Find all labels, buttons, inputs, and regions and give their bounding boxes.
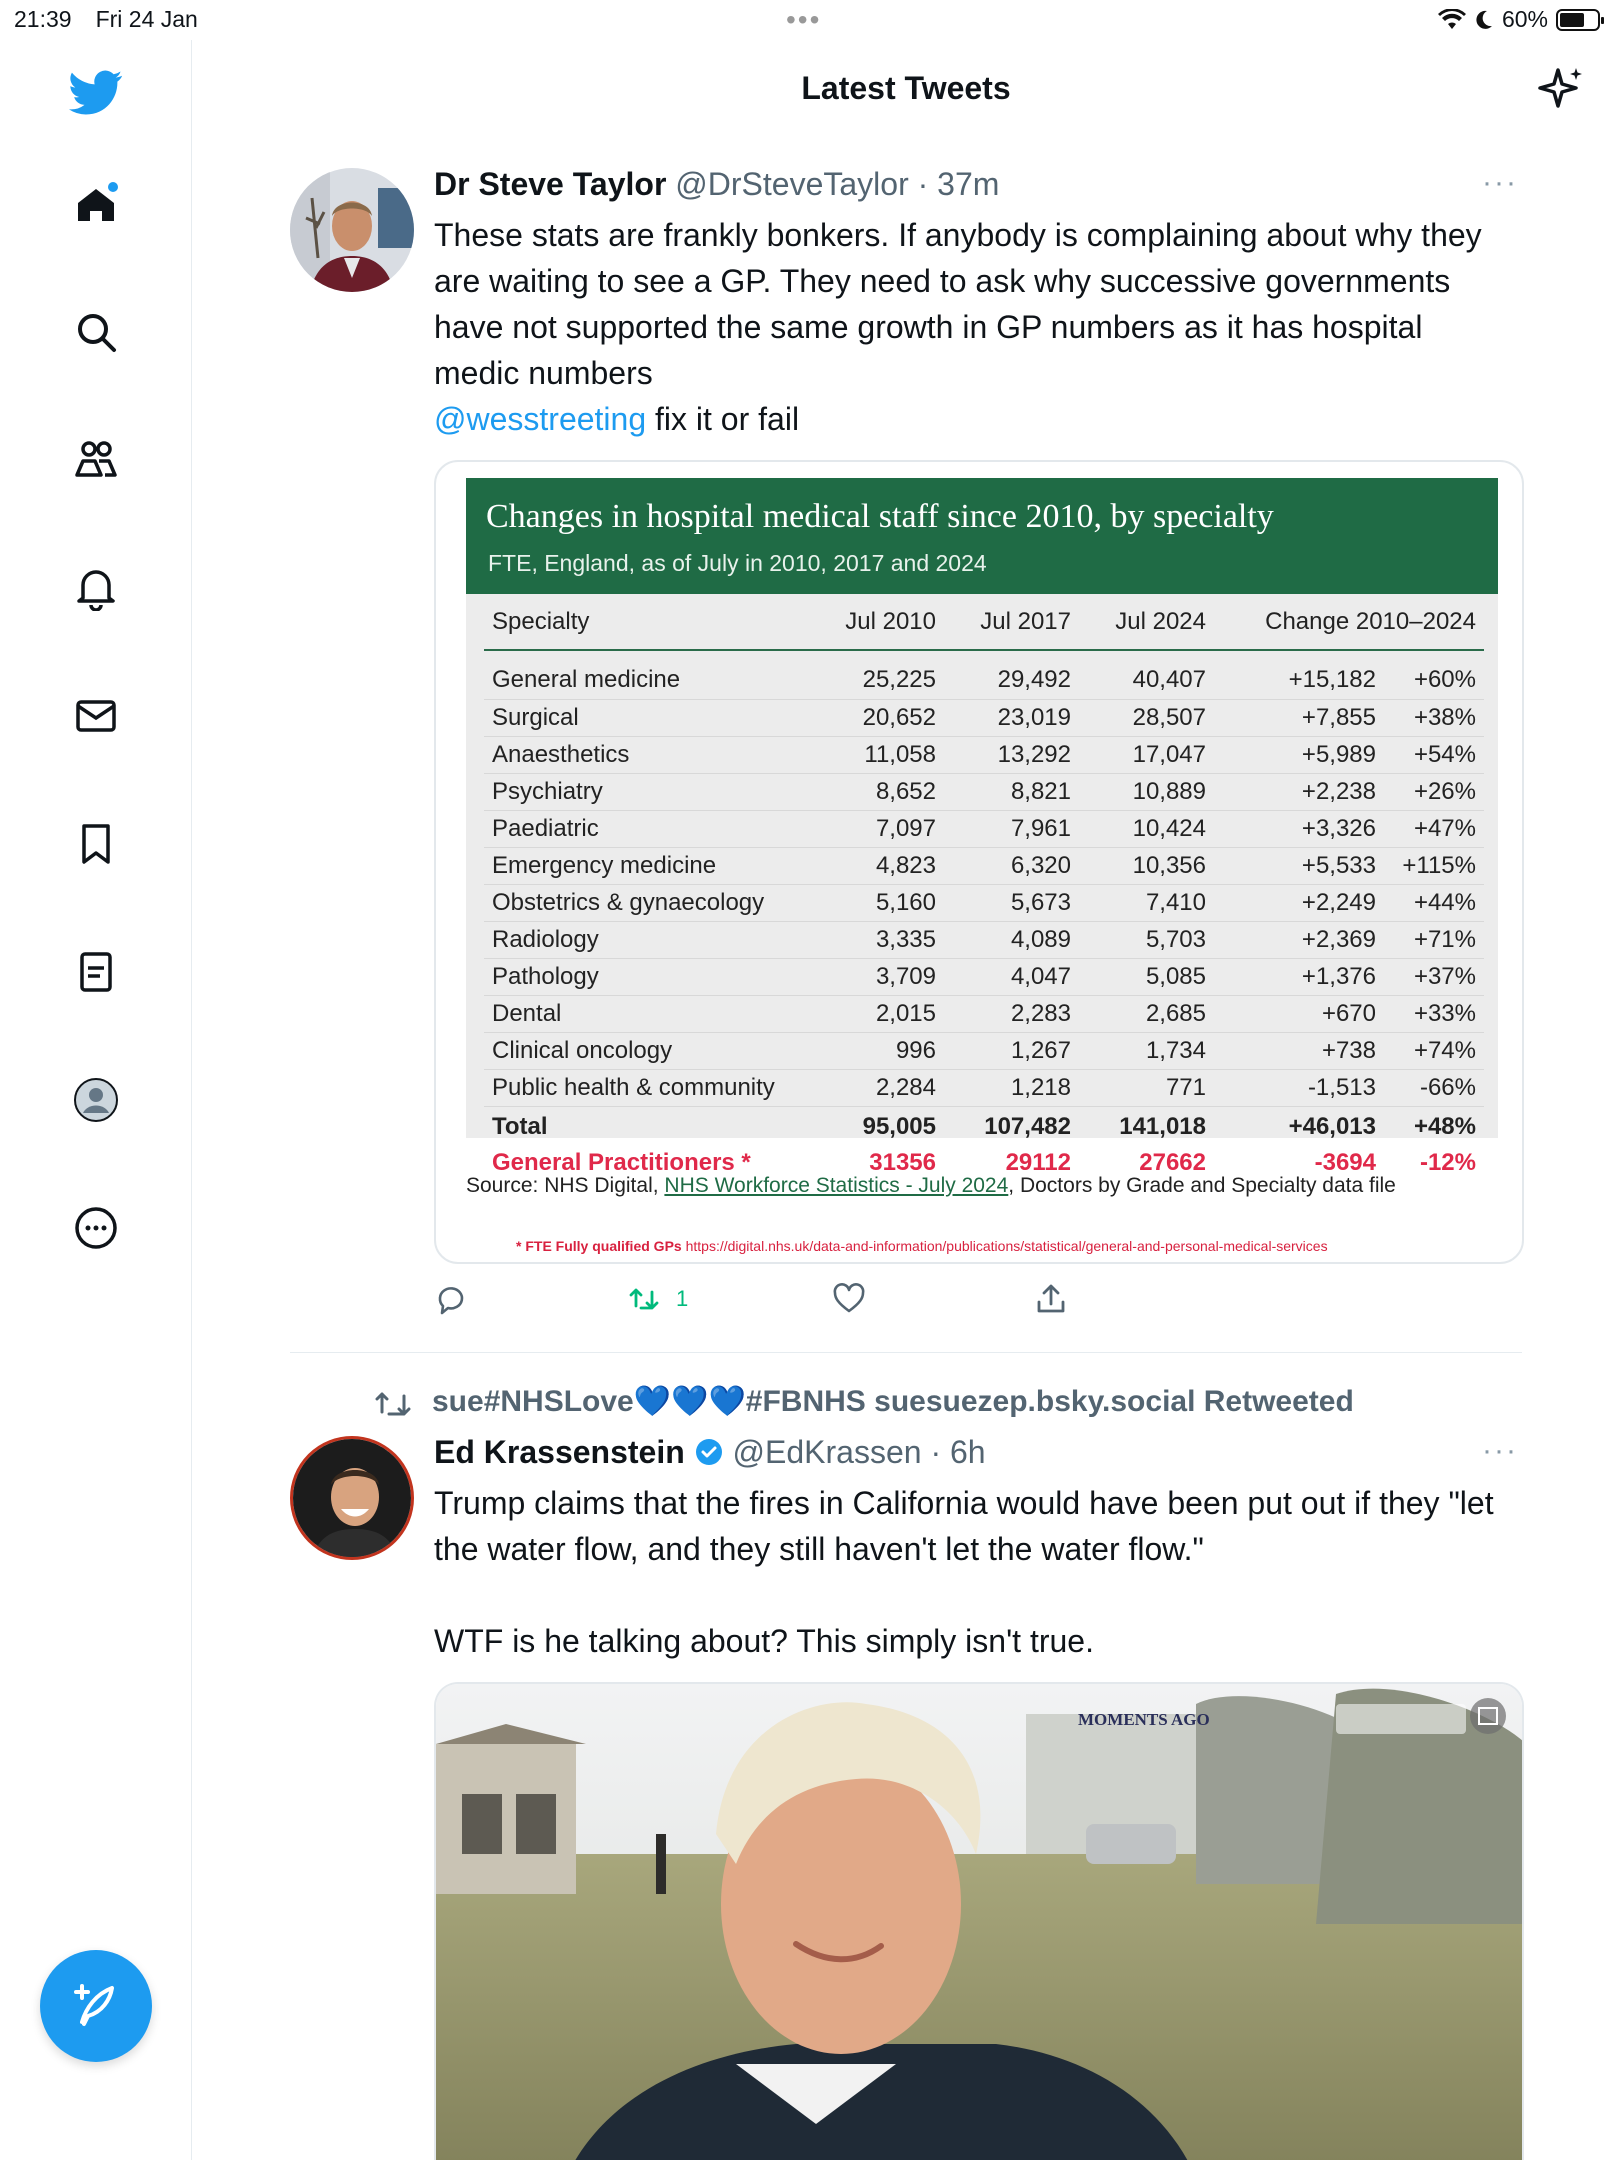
home-icon[interactable] <box>66 174 126 234</box>
avatar[interactable] <box>290 168 414 292</box>
table-cell: +74% <box>1384 1032 1484 1069</box>
table-cell: 5,673 <box>944 884 1079 921</box>
table-cell: -3694 <box>1314 1149 1376 1176</box>
table-cell: +37% <box>1384 958 1484 995</box>
table-cell: -66% <box>1384 1069 1484 1106</box>
table-cell: +54% <box>1384 736 1484 773</box>
image-table-area <box>466 594 1498 1176</box>
source-link: NHS Workforce Statistics - July 2024 <box>664 1174 1009 1197</box>
row-label: Anaesthetics <box>484 736 814 773</box>
table-cell: 996 <box>814 1032 944 1069</box>
more-options-icon[interactable]: ··· <box>1482 1434 1518 1467</box>
table-cell: 771 <box>1079 1069 1214 1106</box>
table-row <box>484 995 1484 1032</box>
row-label: General medicine <box>484 662 814 699</box>
table-cell: 3,335 <box>814 921 944 958</box>
wifi-icon <box>1438 9 1466 31</box>
tweet-text <box>434 1480 1514 1664</box>
total-row <box>484 1106 1484 1148</box>
table-cell: 10,424 <box>1079 810 1214 847</box>
table-cell: +2,238 <box>1214 773 1384 810</box>
table-cell: 2,283 <box>944 995 1079 1032</box>
table-cell: 107,482 <box>984 1113 1071 1141</box>
handle[interactable]: @DrSteveTaylor <box>675 166 909 202</box>
table-cell: 95,005 <box>862 1113 936 1141</box>
row-label: Obstetrics & gynaecology <box>484 884 814 921</box>
compose-icon <box>68 1978 124 2034</box>
video-badge: MOMENTS AGO <box>1078 1710 1210 1729</box>
status-date: Fri 24 Jan <box>95 6 198 32</box>
table-cell: 27662 <box>1139 1149 1206 1176</box>
table-cell: +2,369 <box>1214 921 1384 958</box>
table-cell: +44% <box>1384 884 1484 921</box>
tweet-video[interactable] <box>434 1682 1524 2160</box>
more-options-icon[interactable]: ··· <box>1482 166 1518 199</box>
table-cell: +71% <box>1384 921 1484 958</box>
tweet[interactable] <box>290 166 1530 1336</box>
table-cell: 20,652 <box>814 699 944 736</box>
tweet-text-main: Trump claims that the fires in California would have been put out if they "let the water flow, and they still haven't let the water flow." <box>434 1485 1494 1567</box>
row-label: Pathology <box>484 958 814 995</box>
table-cell: 2,685 <box>1079 995 1214 1032</box>
table-cell: 3,709 <box>814 958 944 995</box>
column-header: Jul 2017 <box>944 594 1079 650</box>
reply-icon <box>434 1282 468 1316</box>
page-title: Latest Tweets <box>801 70 1011 106</box>
table-cell: 29,492 <box>944 662 1079 699</box>
status-time: 21:39 <box>14 6 72 32</box>
image-source <box>466 1174 1396 1198</box>
tweet-header: Ed Krassenstein @EdKrassen · 6h <box>434 1434 986 1470</box>
table-cell: +48% <box>1413 1113 1476 1141</box>
table-cell: +38% <box>1384 699 1484 736</box>
table-cell: 28,507 <box>1079 699 1214 736</box>
tweet-text-second: WTF is he talking about? This simply isn't true. <box>434 1623 1094 1659</box>
timestamp[interactable]: 37m <box>937 166 1000 202</box>
table-cell: -1,513 <box>1214 1069 1384 1106</box>
image-header <box>466 478 1498 594</box>
source-prefix: Source: NHS Digital, <box>466 1174 665 1197</box>
table-row <box>484 662 1484 699</box>
table-cell: 5,703 <box>1079 921 1214 958</box>
table-cell: 2,284 <box>814 1069 944 1106</box>
twitter-logo-icon[interactable] <box>66 62 126 122</box>
row-label: Dental <box>484 995 814 1032</box>
profile-icon[interactable] <box>66 1070 126 1130</box>
tweet-text-main: These stats are frankly bonkers. If anybody is complaining about why they are waiting to see a GP. They need to ask why successive governments have not supported the same growth in GP numbers as it has hospital medic numbers <box>434 217 1482 391</box>
table-row <box>484 699 1484 736</box>
staff-table <box>484 594 1484 1178</box>
column-header: Change 2010–2024 <box>1214 594 1484 650</box>
table-cell: +5,989 <box>1214 736 1384 773</box>
image-title: Changes in hospital medical staff since 2010, by specialty <box>486 498 1274 535</box>
table-cell: +46,013 <box>1288 1113 1376 1141</box>
compose-tweet-button[interactable] <box>40 1950 152 2062</box>
retweet-icon <box>628 1282 662 1316</box>
battery-percent: 60% <box>1501 6 1548 32</box>
table-cell: +738 <box>1214 1032 1384 1069</box>
retweeted-icon <box>374 1386 414 1422</box>
table-row <box>484 736 1484 773</box>
retweet-count: 1 <box>676 1286 689 1311</box>
table-cell: 23,019 <box>944 699 1079 736</box>
communities-icon[interactable] <box>66 430 126 490</box>
handle[interactable]: @EdKrassen <box>732 1434 922 1470</box>
row-label: Total <box>492 1113 548 1141</box>
table-row <box>484 958 1484 995</box>
tweet[interactable] <box>290 1434 1530 2160</box>
share-icon <box>1034 1282 1068 1316</box>
timestamp[interactable]: 6h <box>950 1434 986 1470</box>
table-cell: 29112 <box>1005 1149 1071 1176</box>
bookmarks-icon[interactable] <box>66 814 126 874</box>
table-cell: +26% <box>1384 773 1484 810</box>
table-cell: 10,356 <box>1079 847 1214 884</box>
table-row <box>484 1032 1484 1069</box>
display-name[interactable]: Ed Krassenstein <box>434 1434 685 1470</box>
footnote-url: https://digital.nhs.uk/data-and-information/publications/statistical/general-and-personal-medical-services <box>681 1238 1328 1254</box>
retweet-button[interactable] <box>628 1282 688 1316</box>
table-cell: 8,652 <box>814 773 944 810</box>
table-cell: 7,961 <box>944 810 1079 847</box>
video-frame <box>436 1684 1524 2160</box>
table-cell: 4,089 <box>944 921 1079 958</box>
table-cell: 4,047 <box>944 958 1079 995</box>
table-cell: 31356 <box>869 1149 936 1176</box>
lists-icon[interactable] <box>66 942 126 1002</box>
share-button[interactable] <box>1034 1282 1068 1316</box>
table-cell: +15,182 <box>1214 662 1384 699</box>
table-cell: +60% <box>1384 662 1484 699</box>
image-footnote <box>516 1238 1328 1254</box>
search-icon[interactable] <box>66 302 126 362</box>
footnote-label: * FTE Fully qualified GPs <box>516 1238 682 1254</box>
tweet-header: Dr Steve Taylor @DrSteveTaylor · 37m <box>434 166 1000 202</box>
table-cell: 25,225 <box>814 662 944 699</box>
column-header: Specialty <box>484 594 814 650</box>
table-cell: 5,085 <box>1079 958 1214 995</box>
image-subtitle: FTE, England, as of July in 2010, 2017 and 2024 <box>488 550 987 576</box>
row-label: General Practitioners * <box>492 1149 751 1176</box>
row-label: Emergency medicine <box>484 847 814 884</box>
reply-button[interactable] <box>434 1282 468 1316</box>
table-cell: 1,734 <box>1079 1032 1214 1069</box>
table-cell: +7,855 <box>1214 699 1384 736</box>
status-bar <box>0 0 1620 40</box>
table-row <box>484 847 1484 884</box>
table-cell: -12% <box>1419 1149 1476 1176</box>
multitasking-dots-icon[interactable]: ••• <box>786 4 822 35</box>
table-cell: 4,823 <box>814 847 944 884</box>
avatar[interactable] <box>290 1436 414 1560</box>
table-cell: 6,320 <box>944 847 1079 884</box>
like-button[interactable] <box>832 1282 866 1316</box>
table-cell: +115% <box>1384 847 1484 884</box>
column-header: Jul 2010 <box>814 594 944 650</box>
row-label: Radiology <box>484 921 814 958</box>
table-cell: 7,097 <box>814 810 944 847</box>
table-cell: 17,047 <box>1079 736 1214 773</box>
table-cell: 40,407 <box>1079 662 1214 699</box>
sidebar <box>0 40 192 2160</box>
row-label: Paediatric <box>484 810 814 847</box>
heart-icon <box>832 1282 866 1316</box>
row-label: Psychiatry <box>484 773 814 810</box>
moon-icon <box>1474 9 1494 31</box>
display-name[interactable]: Dr Steve Taylor <box>434 166 667 202</box>
table-cell: +1,376 <box>1214 958 1384 995</box>
table-cell: 10,889 <box>1079 773 1214 810</box>
table-cell: +3,326 <box>1214 810 1384 847</box>
table-cell: 141,018 <box>1119 1113 1206 1141</box>
timeline-header <box>192 40 1620 144</box>
notifications-icon[interactable] <box>66 558 126 618</box>
table-cell: 11,058 <box>814 736 944 773</box>
table-cell: 7,410 <box>1079 884 1214 921</box>
retweeted-by[interactable]: sue#NHSLove💙💙💙#FBNHS suesuezep.bsky.social Retweeted <box>432 1385 1354 1418</box>
more-icon[interactable] <box>66 1198 126 1258</box>
table-cell: +33% <box>1384 995 1484 1032</box>
row-label: Public health & community <box>484 1069 814 1106</box>
tweet-image[interactable] <box>434 460 1524 1264</box>
messages-icon[interactable] <box>66 686 126 746</box>
table-cell: +47% <box>1384 810 1484 847</box>
tweet-text <box>434 212 1514 442</box>
table-row <box>484 773 1484 810</box>
table-cell: +5,533 <box>1214 847 1384 884</box>
tweet-text-after: fix it or fail <box>646 401 800 437</box>
table-cell: +670 <box>1214 995 1384 1032</box>
table-cell: +2,249 <box>1214 884 1384 921</box>
table-cell: 8,821 <box>944 773 1079 810</box>
mention-link[interactable]: @wesstreeting <box>434 401 647 437</box>
table-header-row <box>484 594 1484 650</box>
sparkle-icon[interactable] <box>1536 64 1586 114</box>
table-spacer <box>484 650 1484 662</box>
table-row <box>484 810 1484 847</box>
battery-icon <box>1556 9 1600 31</box>
table-cell: 1,218 <box>944 1069 1079 1106</box>
table-cell: 1,267 <box>944 1032 1079 1069</box>
row-label: Surgical <box>484 699 814 736</box>
column-header: Jul 2024 <box>1079 594 1214 650</box>
source-suffix: , Doctors by Grade and Specialty data file <box>1008 1174 1396 1197</box>
verified-badge-icon <box>694 1437 724 1467</box>
table-row <box>484 1069 1484 1106</box>
table-cell: 2,015 <box>814 995 944 1032</box>
tweet-divider <box>290 1352 1522 1353</box>
table-row <box>484 921 1484 958</box>
row-label: Clinical oncology <box>484 1032 814 1069</box>
tweet-actions <box>434 1282 1134 1332</box>
table-row <box>484 884 1484 921</box>
table-cell: 13,292 <box>944 736 1079 773</box>
table-cell: 5,160 <box>814 884 944 921</box>
